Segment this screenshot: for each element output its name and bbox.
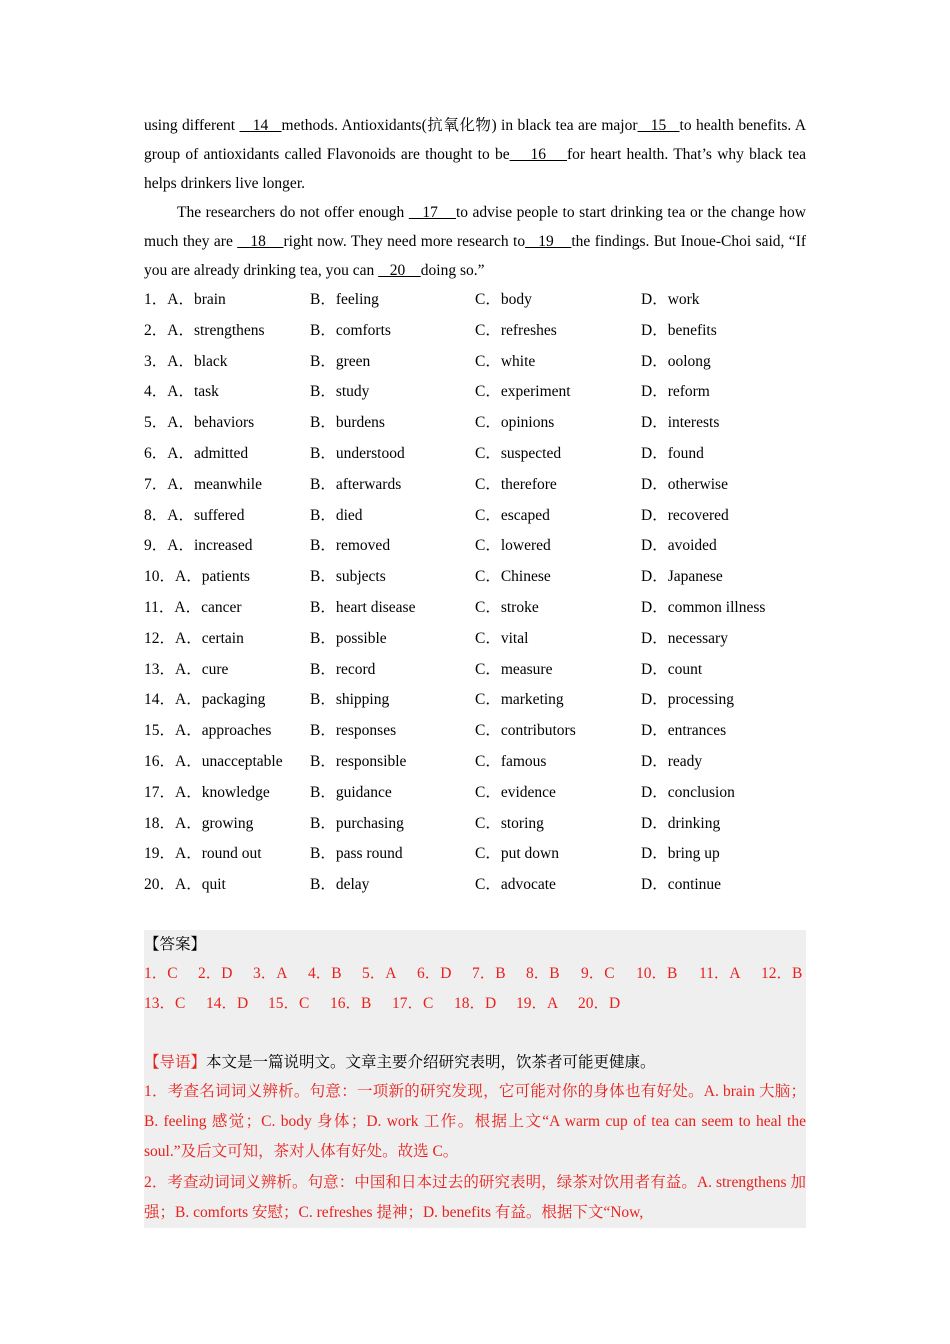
answer-key: 1．C bbox=[144, 965, 178, 982]
option-a: 17．A．knowledge bbox=[144, 783, 270, 801]
answer-key: 16．B bbox=[330, 995, 372, 1012]
option-d: D．ready bbox=[641, 752, 703, 770]
option-row bbox=[144, 778, 806, 809]
passage-paragraph-2 bbox=[144, 198, 806, 285]
blank-16: 16 bbox=[509, 146, 567, 163]
option-b: B．record bbox=[310, 660, 376, 678]
option-a: 14．A．packaging bbox=[144, 691, 266, 709]
option-b: B．burdens bbox=[310, 414, 385, 432]
option-c: C．suspected bbox=[475, 444, 562, 462]
answer-key: 2．D bbox=[198, 965, 233, 982]
answer-key: 11．A bbox=[699, 965, 741, 982]
option-a: 9．A．increased bbox=[144, 537, 253, 555]
option-b: B．died bbox=[310, 506, 363, 524]
option-row bbox=[144, 624, 806, 655]
option-d: D．avoided bbox=[641, 537, 717, 555]
blank-15: 15 bbox=[637, 117, 680, 134]
option-d: D．otherwise bbox=[641, 475, 728, 493]
option-b: B．comforts bbox=[310, 321, 391, 339]
option-a: 13．A．cure bbox=[144, 660, 229, 678]
option-c: C．refreshes bbox=[475, 321, 557, 339]
option-c: C．opinions bbox=[475, 414, 555, 432]
option-a: 6．A．admitted bbox=[144, 444, 249, 462]
passage-text: methods. Antioxidants(抗氧化物) in black tea are major bbox=[281, 117, 638, 134]
option-row bbox=[144, 316, 806, 347]
answer-key: 12．B bbox=[761, 965, 803, 982]
option-c: C．marketing bbox=[475, 691, 564, 709]
option-a: 3．A．black bbox=[144, 352, 228, 370]
option-b: B．green bbox=[310, 352, 371, 370]
option-a: 4．A．task bbox=[144, 383, 219, 401]
blank-17: 17 bbox=[408, 204, 456, 221]
option-row bbox=[144, 839, 806, 870]
option-d: D．processing bbox=[641, 691, 734, 709]
answer-key: 17．C bbox=[392, 995, 434, 1012]
option-c: C．body bbox=[475, 291, 532, 308]
answer-key: 18．D bbox=[454, 995, 497, 1012]
option-a: 19．A．round out bbox=[144, 845, 262, 863]
option-c: C．storing bbox=[475, 814, 544, 832]
passage-text: to advise people to start drinking tea or the change how much they are bbox=[144, 204, 807, 250]
option-a: 20．A．quit bbox=[144, 876, 226, 894]
guide-text: 本文是一篇说明文。文章主要介绍研究表明，饮茶者可能更健康。 bbox=[206, 1054, 656, 1071]
option-d: D．entrances bbox=[641, 722, 727, 740]
option-d: D．benefits bbox=[641, 321, 717, 339]
explanation-2: 2．考查动词词义辨析。句意：中国和日本过去的研究表明，绿茶对饮用者有益。A. strengthens 加强；B. comforts 安慰；C. refreshes 提神；D. benefits 有益。根据下文“Now, bbox=[144, 1174, 806, 1221]
option-d: D．reform bbox=[641, 383, 710, 401]
option-c: C．experiment bbox=[475, 383, 571, 401]
option-b: B．heart disease bbox=[310, 598, 416, 616]
option-d: D．interests bbox=[641, 414, 720, 432]
blank-20: 20 bbox=[378, 262, 421, 279]
option-a: 7．A．meanwhile bbox=[144, 475, 262, 493]
option-a: 1．A．brain bbox=[144, 291, 226, 308]
option-a: 10．A．patients bbox=[144, 568, 250, 586]
answer-key: 10．B bbox=[636, 965, 678, 982]
option-row bbox=[144, 747, 806, 778]
option-b: B．responses bbox=[310, 722, 397, 740]
guide-paragraph bbox=[144, 1048, 806, 1078]
option-row bbox=[144, 408, 806, 439]
option-c: C．stroke bbox=[475, 598, 539, 616]
option-b: B．afterwards bbox=[310, 475, 402, 493]
answer-key: 3．A bbox=[253, 965, 288, 982]
option-a: 16．A．unacceptable bbox=[144, 752, 283, 770]
option-row bbox=[144, 685, 806, 716]
option-b: B．removed bbox=[310, 537, 391, 555]
option-a: 18．A．growing bbox=[144, 814, 254, 832]
passage-text: for heart health. That’s why black tea helps drinkers live longer. bbox=[144, 146, 806, 192]
option-b: B．possible bbox=[310, 629, 387, 647]
option-d: D．count bbox=[641, 660, 703, 678]
passage-section bbox=[144, 111, 806, 901]
option-row bbox=[144, 377, 806, 408]
answer-key: 7．B bbox=[472, 965, 506, 982]
option-row bbox=[144, 439, 806, 470]
passage-paragraph-1 bbox=[144, 111, 806, 198]
answer-title: 【答案】 bbox=[144, 936, 207, 953]
option-b: B．guidance bbox=[310, 783, 392, 801]
option-row bbox=[144, 809, 806, 840]
passage-text: The researchers do not offer enough bbox=[177, 204, 409, 221]
option-d: D．conclusion bbox=[641, 783, 735, 801]
passage-text: right now. They need more research to bbox=[283, 233, 526, 250]
options-list bbox=[144, 285, 806, 901]
option-d: D．oolong bbox=[641, 352, 711, 370]
option-row bbox=[144, 655, 806, 686]
option-c: C．lowered bbox=[475, 537, 551, 555]
option-a: 2．A．strengthens bbox=[144, 321, 265, 339]
option-b: B．feeling bbox=[310, 291, 379, 308]
answer-key: 20．D bbox=[578, 995, 621, 1012]
option-row bbox=[144, 593, 806, 624]
option-row bbox=[144, 285, 806, 316]
option-row bbox=[144, 531, 806, 562]
option-c: C．therefore bbox=[475, 475, 557, 493]
blank-19: 19 bbox=[525, 233, 572, 250]
option-row bbox=[144, 347, 806, 378]
answer-key: 9．C bbox=[581, 965, 615, 982]
option-d: D．recovered bbox=[641, 506, 729, 524]
option-c: C．white bbox=[475, 352, 536, 370]
answer-key: 4．B bbox=[308, 965, 342, 982]
blank-18: 18 bbox=[237, 233, 284, 250]
answer-key: 15．C bbox=[268, 995, 310, 1012]
explanation-1: 1．考查名词词义辨析。句意：一项新的研究发现，它可能对你的身体也有好处。A. brain 大脑；B. feeling 感觉；C. body 身体；D. work 工作。根据上文“A warm cup of tea can seem to heal the soul.”及后文可知，茶对人体有好处。故选 C。 bbox=[144, 1083, 806, 1160]
option-a: 8．A．suffered bbox=[144, 506, 245, 524]
option-row bbox=[144, 470, 806, 501]
option-c: C．vital bbox=[475, 629, 529, 647]
option-row bbox=[144, 501, 806, 532]
option-c: C．measure bbox=[475, 660, 553, 678]
option-d: D．necessary bbox=[641, 629, 728, 647]
answer-key: 14．D bbox=[206, 995, 249, 1012]
option-b: B．pass round bbox=[310, 845, 403, 863]
option-d: D．drinking bbox=[641, 814, 721, 832]
passage-text: doing so.” bbox=[420, 262, 485, 279]
option-c: C．Chinese bbox=[475, 568, 551, 586]
option-c: C．escaped bbox=[475, 506, 550, 524]
option-a: 11．A．cancer bbox=[144, 598, 242, 616]
option-c: C．advocate bbox=[475, 876, 556, 894]
option-d: D．work bbox=[641, 291, 700, 308]
option-b: B．understood bbox=[310, 444, 405, 462]
option-d: D．Japanese bbox=[641, 568, 723, 586]
option-row bbox=[144, 870, 806, 901]
option-a: 5．A．behaviors bbox=[144, 414, 255, 432]
option-d: D．found bbox=[641, 444, 704, 462]
option-d: D．continue bbox=[641, 876, 722, 894]
answer-key: 19．A bbox=[516, 995, 559, 1012]
option-c: C．contributors bbox=[475, 722, 576, 740]
answer-key: 6．D bbox=[417, 965, 452, 982]
option-b: B．study bbox=[310, 383, 370, 401]
option-row bbox=[144, 716, 806, 747]
option-b: B．subjects bbox=[310, 568, 386, 586]
option-a: 15．A．approaches bbox=[144, 722, 272, 740]
option-c: C．put down bbox=[475, 845, 559, 863]
answer-key: 13．C bbox=[144, 995, 186, 1012]
option-b: B．delay bbox=[310, 876, 370, 894]
passage-text: the findings. But Inoue-Choi said, “If you are already drinking tea, you can bbox=[144, 233, 807, 279]
option-b: B．purchasing bbox=[310, 814, 404, 832]
option-b: B．shipping bbox=[310, 691, 390, 709]
passage-text: using different bbox=[144, 117, 240, 134]
option-c: C．evidence bbox=[475, 783, 556, 801]
answer-key: 8．B bbox=[526, 965, 560, 982]
answer-section bbox=[144, 930, 806, 1228]
option-d: D．bring up bbox=[641, 845, 720, 863]
option-d: D．common illness bbox=[641, 598, 766, 616]
option-row bbox=[144, 562, 806, 593]
answer-key: 5．A bbox=[362, 965, 397, 982]
option-b: B．responsible bbox=[310, 752, 407, 770]
guide-label: 【导语】 bbox=[144, 1054, 207, 1071]
option-c: C．famous bbox=[475, 752, 547, 770]
passage-text: to health benefits. A group of antioxidants called Flavonoids are thought to be bbox=[144, 117, 807, 163]
option-a: 12．A．certain bbox=[144, 629, 244, 647]
blank-14: 14 bbox=[239, 117, 282, 134]
